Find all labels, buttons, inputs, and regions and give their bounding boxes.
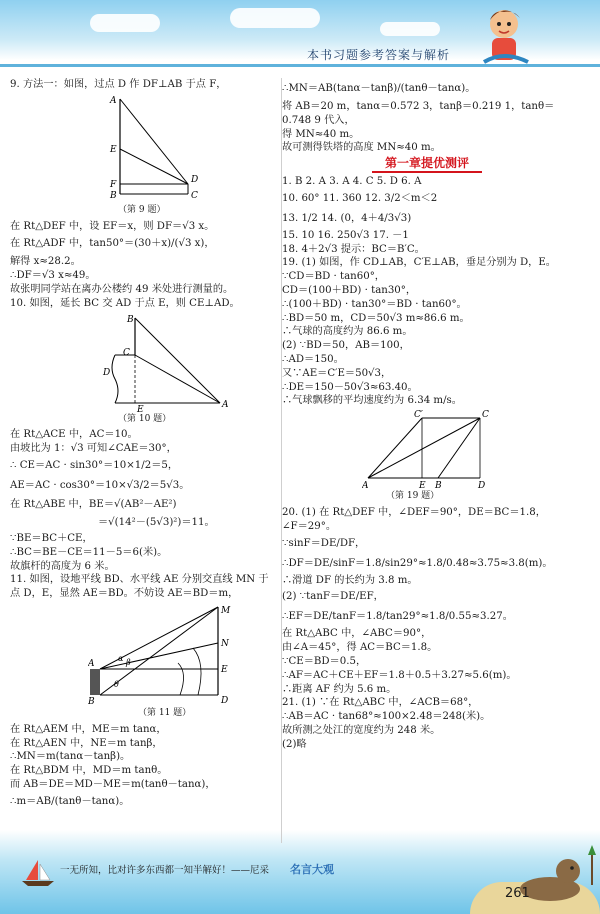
- text-line: 在 Rt△ACE 中，AC＝10。: [10, 429, 138, 441]
- cloud-decoration: [380, 22, 440, 36]
- figure-label: A: [222, 399, 229, 410]
- text-line: 10. 如图，延长 BC 交 AD 于点 E，则 CE⊥AD。: [10, 297, 240, 309]
- text-line: 10. 60° 11. 360 12. 3/2＜m＜2: [282, 192, 438, 204]
- text-line: 在 Rt△BDM 中，MD＝m tanθ。: [10, 765, 168, 777]
- text-line: ∴气球飘移的平均速度约为 6.34 m/s。: [282, 395, 462, 407]
- figure-label: N: [221, 638, 229, 649]
- text-line: 在 Rt△ADF 中，tan50°＝(30＋x)/(√3 x)，: [10, 238, 215, 250]
- text-line: 11. 如图，设地平线 BD、水平线 AE 分别交直线 MN 于: [10, 574, 269, 586]
- text-line: 故所测之处江的宽度约为 248 米。: [282, 724, 441, 736]
- figure-label: D: [103, 367, 111, 378]
- text-line: 故张明同学站在离办公楼约 49 米处进行测量的。: [10, 283, 234, 295]
- text-line: ∴AF＝AC＋CE＋EF＝1.8＋0.5＋3.27≈5.6(m)。: [282, 669, 517, 681]
- footer-brand: 名言大观: [290, 863, 334, 876]
- text-line: 15. 10 16. 250√3 17. －1: [282, 229, 409, 241]
- figure-10-diagram: [95, 313, 235, 413]
- cloud-decoration: [90, 14, 160, 32]
- text-line: ＝√(14²－(5√3)²)＝11。: [98, 516, 215, 528]
- text-line: (2) ∵tanF＝DE/EF，: [282, 591, 384, 603]
- figure-caption: （第 19 题）: [386, 491, 440, 502]
- figure-caption: （第 9 题）: [118, 204, 166, 215]
- text-line: ∵BE＝BC＋CE，: [10, 532, 93, 544]
- text-line: ∴MN＝m(tanα－tanβ)。: [10, 751, 131, 763]
- figure-19-diagram: [362, 410, 502, 490]
- figure-label: C: [191, 190, 198, 201]
- mascot-icon: [474, 2, 536, 72]
- text-line: ∵CD＝BD · tan60°，: [282, 271, 385, 283]
- text-line: ∴AB＝AC · tan68°≈100×2.48＝248(米)。: [282, 711, 491, 723]
- text-line: 0.748 9 代入，: [282, 114, 355, 126]
- text-line: ∴BC＝BE－CE＝11－5＝6(米)。: [10, 546, 168, 558]
- figure-label: E: [137, 404, 144, 413]
- text-line: 由坡比为 1：√3 可知∠CAE＝30°，: [10, 443, 177, 455]
- figure-label: β: [126, 657, 131, 667]
- text-line: ∴ CE＝AC · sin30°＝10×1/2＝5，: [10, 459, 179, 471]
- text-line: 在 Rt△AEM 中，ME＝m tanα，: [10, 723, 167, 735]
- text-line: 在 Rt△ABC 中，∠ABC＝90°，: [282, 628, 432, 640]
- figure-label: M: [221, 605, 231, 616]
- figure-caption: （第 10 题）: [118, 413, 172, 424]
- right-column: [282, 78, 592, 752]
- figure-label: E: [110, 144, 117, 155]
- figure-label: B: [435, 481, 442, 491]
- left-column: [10, 78, 290, 812]
- text-line: 由∠A＝45°，得 AC＝BC＝1.8。: [282, 642, 438, 654]
- text-line: 13. 1/2 14. (0，4＋4/3√3): [282, 212, 412, 224]
- figure-label: C: [482, 410, 489, 421]
- text-line: ∵sinF＝DE/DF，: [282, 537, 366, 549]
- text-line: AE＝AC · cos30°＝10×√3/2＝5√3。: [10, 479, 190, 491]
- text-line: 21. (1) ∵在 Rt△ABC 中，∠ACB＝68°，: [282, 697, 479, 709]
- text-line: 故旗杆的高度为 6 米。: [10, 560, 115, 572]
- text-line: 又∵AE＝C′E＝50√3，: [282, 367, 392, 379]
- text-line: ∴气球的高度约为 86.6 m。: [282, 326, 413, 338]
- figure-9: [10, 94, 290, 218]
- text-line: (2) ∵BD＝50，AB＝100，: [282, 340, 410, 352]
- figure-label: B: [110, 190, 117, 201]
- text-line: ∴MN＝AB(tanα－tanβ)/(tanθ－tanα)。: [282, 83, 476, 94]
- text-line: 而 AB＝DE＝MD－ME＝m(tanθ－tanα)，: [10, 778, 216, 790]
- cloud-decoration: [230, 8, 320, 28]
- figure-label: B: [127, 314, 134, 325]
- text-line: ∵CE＝BD＝0.5，: [282, 655, 367, 667]
- sailboat-icon: [18, 858, 58, 888]
- text-line: ∠F＝29°。: [282, 520, 337, 532]
- header-title: 本书习题参考答案与解析: [306, 48, 450, 62]
- figure-label: A: [110, 95, 117, 106]
- header-band: [0, 0, 600, 70]
- text-line: 19. (1) 如图，作 CD⊥AB，C′E⊥AB，垂足分别为 D，E。: [282, 257, 556, 269]
- text-line: 9. 方法一：如图，过点 D 作 DF⊥AB 于点 F，: [10, 79, 227, 90]
- figure-label: E: [419, 481, 426, 491]
- figure-label: A: [362, 481, 369, 491]
- figure-label: B: [88, 696, 95, 707]
- text-line: 在 Rt△AEN 中，NE＝m tanβ，: [10, 737, 163, 749]
- figure-label: D: [191, 174, 199, 185]
- text-line: ∴AD＝150。: [282, 353, 344, 365]
- figure-11-diagram: [88, 603, 238, 707]
- text-line: ∴DF＝√3 x≈49。: [10, 270, 96, 282]
- figure-10: [10, 313, 290, 427]
- figure-caption: （第 11 题）: [138, 707, 192, 718]
- text-line: 18. 4＋2√3 提示：BC＝B′C。: [282, 243, 425, 255]
- text-line: 20. (1) 在 Rt△DEF 中，∠DEF＝90°，DE＝BC＝1.8，: [282, 506, 546, 518]
- text-line: 点 D，E，显然 AE＝BD。不妨设 AE＝BD＝m，: [10, 588, 239, 600]
- figure-label: F: [110, 179, 117, 190]
- text-line: ∴DF＝DE/sinF＝1.8/sin29°≈1.8/0.48≈3.75≈3.8(m)。: [282, 557, 553, 569]
- figure-label: E: [221, 664, 228, 675]
- figure-11: [10, 603, 290, 721]
- figure-label: C: [123, 347, 130, 358]
- text-line: ∴m＝AB/(tanθ－tanα)。: [10, 795, 130, 807]
- figure-label: α: [118, 653, 124, 663]
- page-number: 261: [505, 886, 530, 901]
- text-line: 在 Rt△ABE 中，BE＝√(AB²－AE²): [10, 498, 177, 510]
- footer-quote: 一无所知，比对许多东西都一知半解好！——尼采: [60, 865, 270, 876]
- text-line: 得 MN≈40 m。: [282, 128, 360, 140]
- figure-label: C′: [414, 410, 423, 421]
- text-line: ∴BD＝50 m，CD＝50√3 m≈86.6 m。: [282, 312, 470, 324]
- figure-label: D: [478, 481, 486, 491]
- text-line: 1. B 2. A 3. A 4. C 5. D 6. A: [282, 175, 422, 187]
- text-line: 故可测得铁塔的高度 MN≈40 m。: [282, 142, 441, 154]
- header-rule: [0, 64, 600, 67]
- figure-9-diagram: [100, 94, 200, 204]
- text-line: 解得 x≈28.2。: [10, 256, 81, 268]
- text-line: (2)略: [282, 738, 307, 750]
- figure-19: [282, 410, 592, 504]
- text-line: ∴距离 AF 约为 5.6 m。: [282, 683, 397, 695]
- text-line: ∴(100＋BD) · tan30°＝BD · tan60°。: [282, 298, 467, 310]
- text-line: ∴DE＝150－50√3≈63.40。: [282, 381, 418, 393]
- text-line: ∴滑道 DF 的长约为 3.8 m。: [282, 574, 418, 586]
- figure-label: D: [221, 695, 229, 706]
- section-title: 第一章提优测评: [372, 157, 482, 173]
- figure-label: A: [88, 658, 95, 669]
- text-line: 将 AB＝20 m，tanα＝0.572 3，tanβ＝0.219 1，tanθ＝: [282, 101, 555, 112]
- text-line: ∴EF＝DE/tanF＝1.8/tan29°≈1.8/0.55≈3.27。: [282, 611, 513, 623]
- figure-label: θ: [114, 679, 119, 689]
- text-line: CD＝(100＋BD) · tan30°，: [282, 284, 417, 296]
- text-line: 在 Rt△DEF 中，设 EF＝x，则 DF＝√3 x。: [10, 220, 215, 232]
